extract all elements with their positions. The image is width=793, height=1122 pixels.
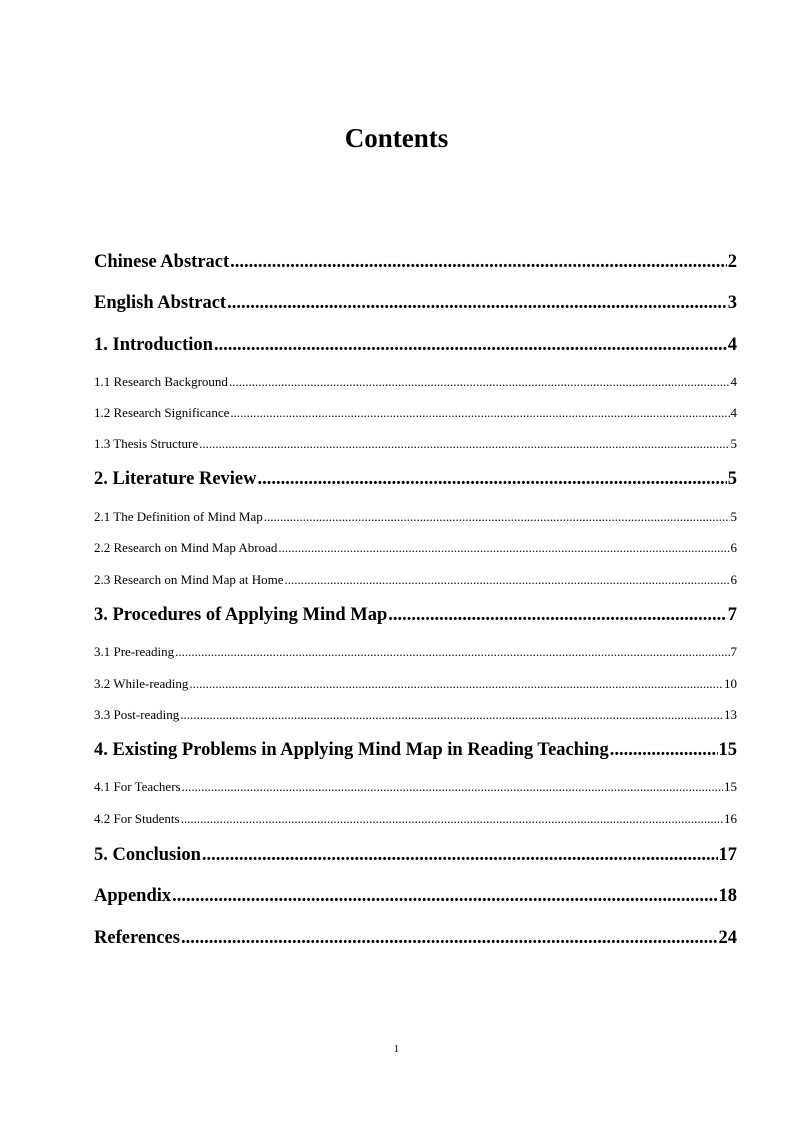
dot-leader (610, 740, 718, 761)
dot-leader (229, 374, 730, 390)
toc-entry-page: 24 (718, 928, 737, 948)
toc-entry-for-students[interactable] (94, 811, 737, 827)
dot-leader (172, 886, 717, 907)
toc-entry-label: 3.3 Post-reading (94, 707, 180, 722)
toc-entry-label: 2.2 Research on Mind Map Abroad (94, 540, 278, 555)
toc-entry-label: 4. Existing Problems in Applying Mind Map in Reading Teaching (94, 740, 609, 760)
toc-entry-page: 5 (730, 436, 737, 451)
toc-entry-appendix[interactable] (94, 886, 737, 907)
toc-entry-label: 1.1 Research Background (94, 374, 228, 389)
toc-entry-label: 4.1 For Teachers (94, 779, 181, 794)
dot-leader (285, 572, 730, 588)
toc-entry-research-background[interactable] (94, 374, 737, 390)
toc-entry-label: 1.2 Research Significance (94, 405, 230, 420)
toc-entry-for-teachers[interactable] (94, 779, 737, 795)
toc-entry-label: Chinese Abstract (94, 252, 230, 272)
dot-leader (227, 293, 727, 314)
dot-leader (181, 811, 723, 827)
toc-entry-chinese-abstract[interactable] (94, 252, 737, 273)
toc-entry-page: 5 (727, 469, 737, 489)
dot-leader (180, 707, 723, 723)
toc-entry-page: 17 (718, 845, 737, 865)
toc-entry-label: 3. Procedures of Applying Mind Map (94, 605, 388, 625)
dot-leader (230, 252, 727, 273)
toc-entry-definition-of-mind-map[interactable] (94, 509, 737, 525)
dot-leader (258, 469, 727, 490)
toc-entry-research-significance[interactable] (94, 405, 737, 421)
toc-entry-references[interactable] (94, 928, 737, 949)
dot-leader (230, 405, 729, 421)
toc-entry-mind-map-at-home[interactable] (94, 572, 737, 588)
toc-entry-label: English Abstract (94, 293, 227, 313)
toc-entry-page: 6 (730, 540, 737, 555)
toc-entry-page: 10 (724, 676, 737, 691)
toc-entry-while-reading[interactable] (94, 676, 737, 692)
toc-entry-pre-reading[interactable] (94, 644, 737, 660)
dot-leader (214, 335, 727, 356)
dot-leader (278, 540, 729, 556)
toc-entry-label: Appendix (94, 886, 172, 906)
toc-entry-page: 2 (727, 252, 737, 272)
toc-entry-label: 1.3 Thesis Structure (94, 436, 199, 451)
toc-entry-mind-map-abroad[interactable] (94, 540, 737, 556)
toc-entry-page: 15 (718, 740, 737, 760)
toc-entry-page: 18 (718, 886, 737, 906)
toc-entry-procedures[interactable] (94, 605, 737, 626)
toc-entry-page: 3 (727, 293, 737, 313)
toc-entry-page: 5 (730, 509, 737, 524)
toc-entry-label: 2.1 The Definition of Mind Map (94, 509, 263, 524)
toc-entry-conclusion[interactable] (94, 845, 737, 866)
dot-leader (202, 845, 718, 866)
dot-leader (175, 644, 729, 660)
page-number: 1 (393, 1043, 400, 1055)
toc-entry-page: 7 (730, 644, 737, 659)
toc-entry-english-abstract[interactable] (94, 293, 737, 314)
toc-entry-introduction[interactable] (94, 335, 737, 356)
toc-entry-thesis-structure[interactable] (94, 436, 737, 452)
toc-entry-existing-problems[interactable] (94, 740, 737, 761)
toc-entry-page: 13 (724, 707, 737, 722)
toc-entry-page: 4 (730, 405, 737, 420)
dot-leader (264, 509, 730, 525)
dot-leader (181, 928, 718, 949)
dot-leader (199, 436, 729, 452)
toc-entry-label: 5. Conclusion (94, 845, 201, 865)
toc-entry-page: 16 (724, 811, 737, 826)
dot-leader (182, 779, 723, 795)
toc-entry-label: 3.1 Pre-reading (94, 644, 175, 659)
toc-entry-page: 7 (727, 605, 737, 625)
toc-entry-label: 3.2 While-reading (94, 676, 189, 691)
toc-entry-label: 1. Introduction (94, 335, 213, 355)
dot-leader (189, 676, 723, 692)
page-title: Contents (344, 123, 449, 153)
toc-entry-label: 2.3 Research on Mind Map at Home (94, 572, 284, 587)
toc-entry-label: 2. Literature Review (94, 469, 257, 489)
dot-leader (388, 605, 726, 626)
toc-entry-literature-review[interactable] (94, 469, 737, 490)
toc-entry-page: 15 (724, 779, 737, 794)
toc-entry-label: 4.2 For Students (94, 811, 180, 826)
toc-entry-page: 4 (730, 374, 737, 389)
toc-entry-page: 4 (727, 335, 737, 355)
toc-entry-page: 6 (730, 572, 737, 587)
toc-entry-post-reading[interactable] (94, 707, 737, 723)
toc-entry-label: References (94, 928, 180, 948)
